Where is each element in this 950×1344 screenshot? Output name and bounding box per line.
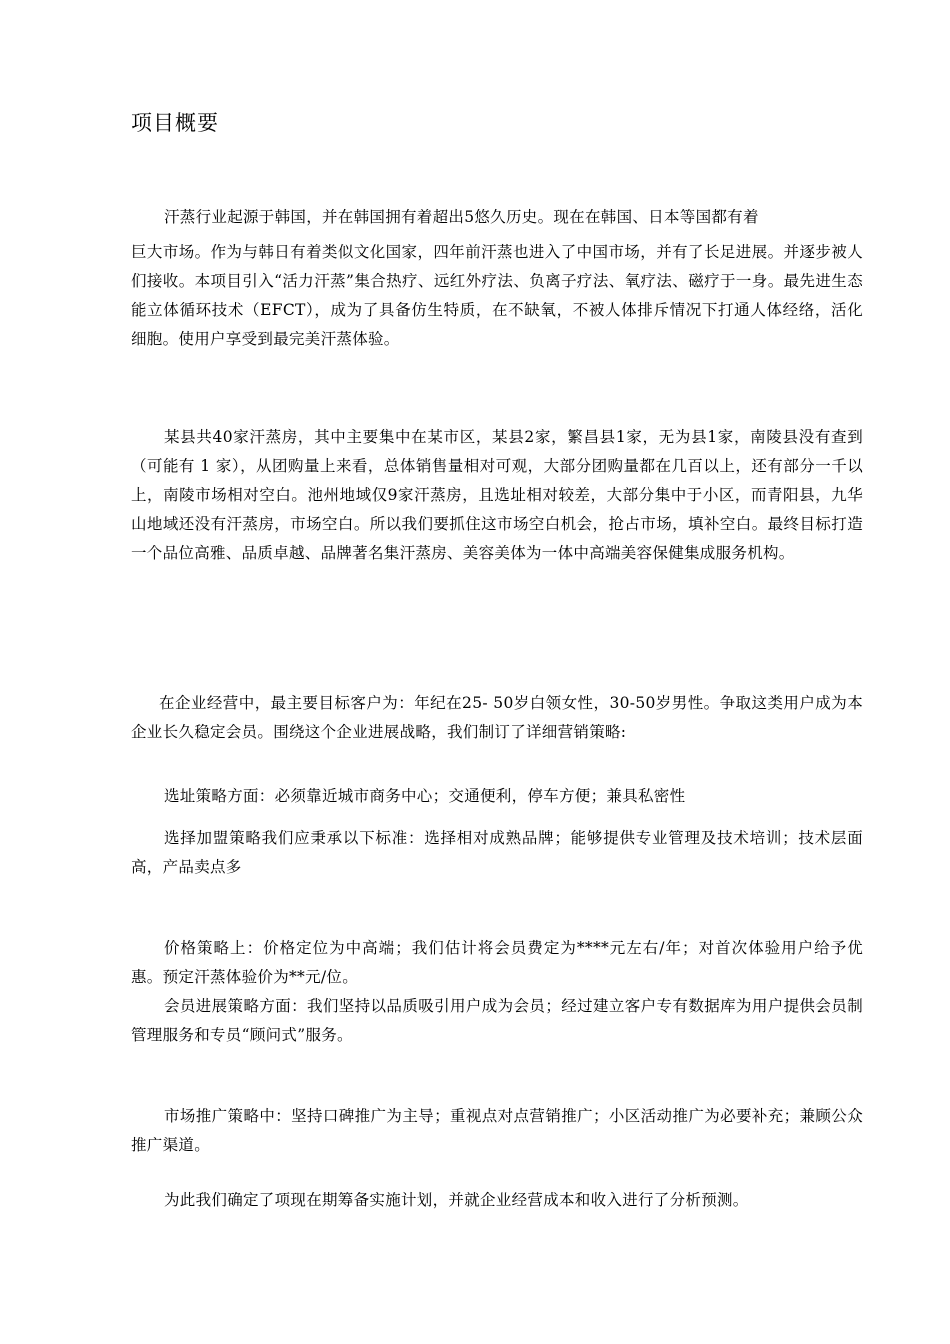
- paragraph-franchise-strategy: 选择加盟策略我们应秉承以下标准：选择相对成熟品牌；能够提供专业管理及技术培训；技术层面高，产品卖点多: [131, 829, 863, 876]
- paragraph-promotion-strategy: 市场推广策略中：坚持口碑推广为主导；重视点对点营销推广；小区活动推广为必要补充；兼顾公众推广渠道。: [131, 1107, 863, 1154]
- paragraph-origin-continued: 巨大市场。作为与韩日有着类似文化国家，四年前汗蒸也进入了中国市场，并有了长足进展。并逐步被人们接收。本项目引入“活力汗蒸”集合热疗、远红外疗法、负离子疗法、氧疗法、磁疗于一身。最先进生态能立体循环技术（EFCT），成为了具备仿生特质，在不缺氧，不被人体排斥情况下打通人体经络，活化细胞。使用户享受到最完美汗蒸体验。: [131, 243, 863, 348]
- paragraph-market-analysis: 某县共40家汗蒸房，其中主要集中在某市区，某县2家，繁昌县1家，无为县1家，南陵县没有查到（可能有 1 家），从团购量上来看，总体销售量相对可观，大部分团购量都在几百以上，还有部分一千以上，南陵市场相对空白。池州地域仅9家汗蒸房，且选址相对较差，大部分集中于小区，而青阳县，九华山地域还没有汗蒸房，市场空白。所以我们要抓住这市场空白机会，抢占市场，填补空白。最终目标打造一个品位高雅、品质卓越、品牌著名集汗蒸房、美容美体为一体中高端美容保健集成服务机构。: [131, 428, 863, 562]
- paragraph-origin-intro: 汗蒸行业起源于韩国，并在韩国拥有着超出5悠久历史。现在在韩国、日本等国都有着: [164, 208, 759, 226]
- paragraph-member-strategy: 会员进展策略方面：我们坚持以品质吸引用户成为会员；经过建立客户专有数据库为用户提供会员制管理服务和专员“顾问式”服务。: [131, 997, 863, 1044]
- paragraph-conclusion: 为此我们确定了项现在期筹备实施计划，并就企业经营成本和收入进行了分析预测。: [164, 1191, 749, 1209]
- paragraph-site-strategy: 选址策略方面：必须靠近城市商务中心；交通便利，停车方便；兼具私密性: [164, 787, 686, 805]
- page-title: 项目概要: [131, 111, 219, 135]
- paragraph-price-strategy: 价格策略上：价格定位为中高端；我们估计将会员费定为****元左右/年；对首次体验用户给予优惠。预定汗蒸体验价为**元/位。: [131, 939, 863, 986]
- paragraph-target-customers: 在企业经营中，最主要目标客户为：年纪在25- 50岁白领女性，30-50岁男性。争取这类用户成为本企业长久稳定会员。围绕这个企业进展战略，我们制订了详细营销策略:: [131, 694, 863, 741]
